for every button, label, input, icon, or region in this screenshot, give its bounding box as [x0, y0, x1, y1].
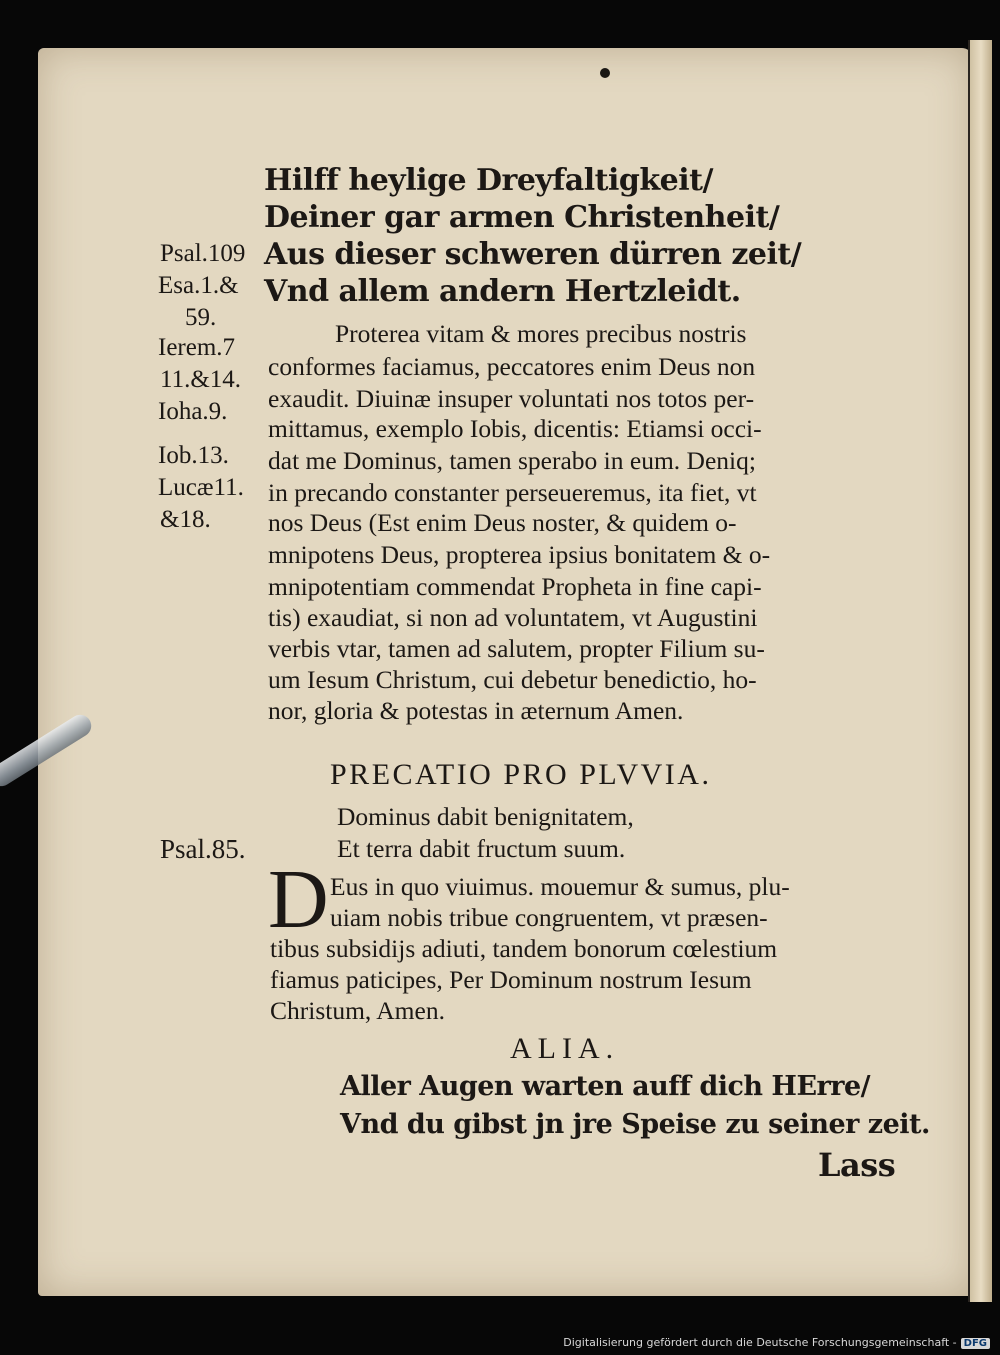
prayer-line: Christum, Amen.: [270, 996, 445, 1025]
margin-note: &18.: [160, 506, 211, 533]
paragraph-line: um Iesum Christum, cui debetur benedictio, ho-: [268, 665, 757, 694]
paragraph-line: Proterea vitam & mores precibus nostris: [335, 319, 747, 348]
prayer-line: uiam nobis tribue congruentem, vt præsen-: [330, 903, 768, 932]
prayer-line: fiamus paticipes, Per Dominum nostrum Iesum: [270, 965, 752, 994]
digitization-credit: [563, 1336, 990, 1349]
verse-line: Vnd du gibst jn jre Speise zu seiner zeit.: [340, 1109, 930, 1140]
credit-text: Digitalisierung gefördert durch die Deutsche Forschungsgemeinschaft -: [563, 1336, 957, 1349]
margin-note: Ioha.9.: [158, 398, 228, 425]
psalm-quote-line: Et terra dabit fructum suum.: [337, 834, 626, 863]
verse-line: Aus dieser schweren dürren zeit/: [264, 237, 802, 272]
paragraph-line: mnipotens Deus, propterea ipsius bonitatem & o-: [268, 540, 771, 569]
drop-cap-initial: D: [268, 853, 329, 946]
adjacent-page-edge: [968, 40, 992, 1302]
margin-note: Lucæ11.: [158, 474, 244, 501]
margin-note: Psal.109: [160, 240, 246, 267]
paragraph-line: nos Deus (Est enim Deus noster, & quidem o-: [268, 508, 737, 537]
paragraph-line: exaudit. Diuinæ insuper voluntati nos totos per-: [268, 384, 755, 413]
margin-note: Ierem.7: [158, 334, 236, 361]
psalm-reference: Psal.85.: [160, 834, 246, 864]
section-heading-alia: ALIA.: [510, 1032, 620, 1065]
psalm-quote-line: Dominus dabit benignitatem,: [337, 802, 634, 831]
prayer-line: tibus subsidijs adiuti, tandem bonorum cœlestium: [270, 934, 778, 963]
paragraph-line: dat me Dominus, tamen sperabo in eum. Deniq;: [268, 446, 756, 475]
margin-note: 59.: [185, 304, 217, 331]
paragraph-line: tis) exaudiat, si non ad voluntatem, vt Augustini: [268, 603, 758, 632]
margin-note: Iob.13.: [158, 442, 229, 469]
verse-line: Aller Augen warten auff dich HErre/: [340, 1071, 871, 1102]
margin-note: 11.&14.: [160, 366, 242, 393]
ink-dot: [600, 68, 610, 78]
paragraph-line: nor, gloria & potestas in æternum Amen.: [268, 696, 684, 725]
section-heading: PRECATIO PRO PLVVIA.: [330, 758, 712, 791]
margin-note: Esa.1.&: [158, 272, 239, 299]
paragraph-line: verbis vtar, tamen ad salutem, propter Filium su-: [268, 634, 765, 663]
paragraph-line: conformes faciamus, peccatores enim Deus non: [268, 352, 756, 381]
paragraph-line: in precando constanter perseueremus, ita fiet, vt: [268, 478, 757, 507]
paragraph-line: mnipotentiam commendat Propheta in fine capi-: [268, 572, 762, 601]
verse-line: Vnd allem andern Hertzleidt.: [264, 274, 741, 309]
catchword: Lass: [818, 1146, 896, 1184]
paragraph-line: mittamus, exemplo Iobis, dicentis: Etiamsi occi-: [268, 414, 762, 443]
verse-line: Hilff heylige Dreyfaltigkeit/: [264, 163, 713, 198]
verse-line: Deiner gar armen Christenheit/: [264, 200, 780, 235]
dfg-logo: DFG: [961, 1338, 990, 1349]
prayer-line: Eus in quo viuimus. mouemur & sumus, plu-: [330, 872, 790, 901]
